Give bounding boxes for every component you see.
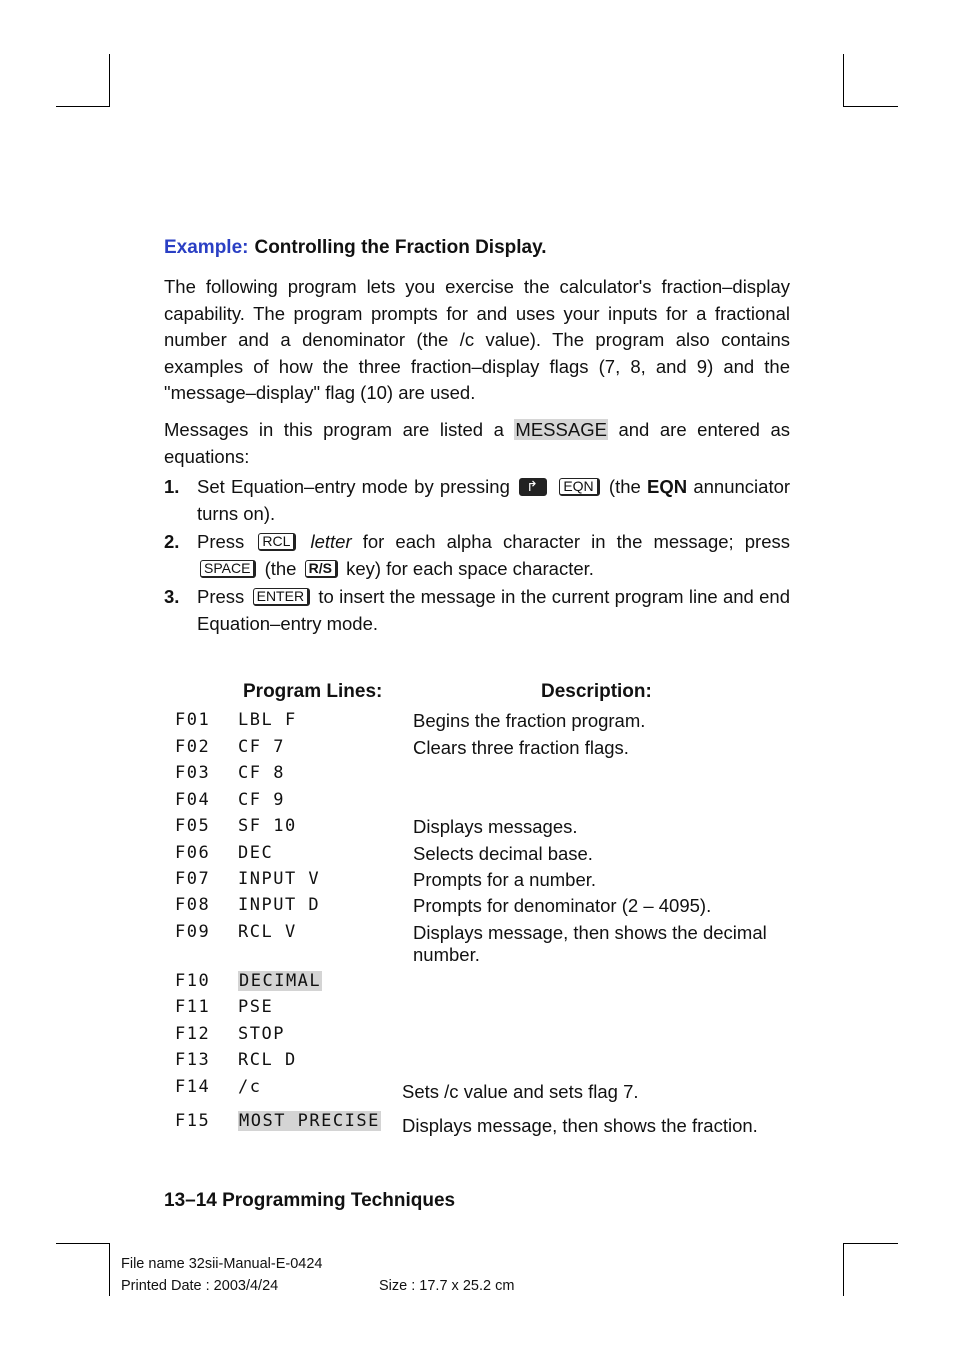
shift-right-key-icon: ↱ [519,478,547,496]
file-name: File name 32sii-Manual-E-0424 [121,1256,323,1272]
page-footer-title: 13–14 Programming Techniques [164,1190,456,1211]
eqn-key: EQN [559,478,599,496]
printed-date: Printed Date : 2003/4/24 [121,1278,279,1294]
table-row: F05 SF 10 Displays messages. [175,816,578,837]
crop-mark-top-left-horizontal [56,106,110,107]
messages-paragraph: Messages in this program are listed a MESSAGE and are entered as equations: [164,419,790,467]
example-title: Controlling the Fraction Display. [254,237,547,258]
table-row: F11 PSE [175,997,274,1017]
crop-mark-bottom-left-vertical [109,1243,110,1296]
page-size: Size : 17.7 x 25.2 cm [379,1278,515,1294]
step-item: 1. Set Equation–entry mode by pressing ↱ EQN (the EQN annunciator turns on). [164,476,791,524]
table-row: F08 INPUT D Prompts for denominator (2 – 4095). [175,895,712,916]
intro-paragraph: The following program lets you exercise the calculator's fraction–display capability. The program prompts for and uses your inputs for a fractional number and a denominator (the /c value). The program also contains examples of how the three fraction–display flags (7, 8, and 9) and the "message–display" flag (10) are used. [164,276,790,403]
table-row: F07 INPUT V Prompts for a number. [175,869,597,890]
description-header: Description: [541,681,652,702]
message-code: DECIMAL [239,971,322,991]
crop-mark-bottom-right-vertical [843,1243,844,1296]
crop-mark-top-right-horizontal [843,106,898,107]
step-item: 3. Press ENTER to insert the message in the current program line and end Equation–entry mode. [164,586,791,634]
enter-key: ENTER [253,588,310,606]
table-row: F15 MOST PRECISE Displays message, then shows the fraction. [175,1111,758,1136]
table-row: F06 DEC Selects decimal base. [175,843,593,864]
table-row: F02 CF 7 Clears three fraction flags. [175,737,629,758]
program-lines-header: Program Lines: [243,681,383,702]
table-row: F10 DECIMAL [175,971,322,991]
crop-mark-top-left-vertical [109,54,110,107]
message-code: MOST PRECISE [239,1111,380,1131]
table-row: F13 RCL D [175,1050,297,1070]
table-row: F09 RCL V Displays message, then shows the decimal number. [175,922,767,965]
example-heading [164,237,547,259]
table-row: F01 LBL F Begins the fraction program. [175,710,646,731]
steps-list [164,474,790,639]
example-label: Example: [164,237,249,258]
space-key: SPACE [200,560,256,578]
run-stop-key: R/S [305,560,338,578]
table-row: F14 /c Sets /c value and sets flag 7. [175,1077,639,1102]
table-row: F03 CF 8 [175,763,285,783]
table-row: F04 CF 9 [175,790,285,810]
message-highlight: MESSAGE [515,419,607,440]
step-item: 2. Press RCL letter for each alpha character in the message; press SPACE (the R/S key) for each space character. [164,531,791,579]
crop-mark-bottom-left-horizontal [56,1243,110,1244]
crop-mark-bottom-right-horizontal [843,1243,898,1244]
crop-mark-top-right-vertical [843,54,844,107]
rcl-key: RCL [258,533,296,551]
table-row: F12 STOP [175,1024,285,1044]
